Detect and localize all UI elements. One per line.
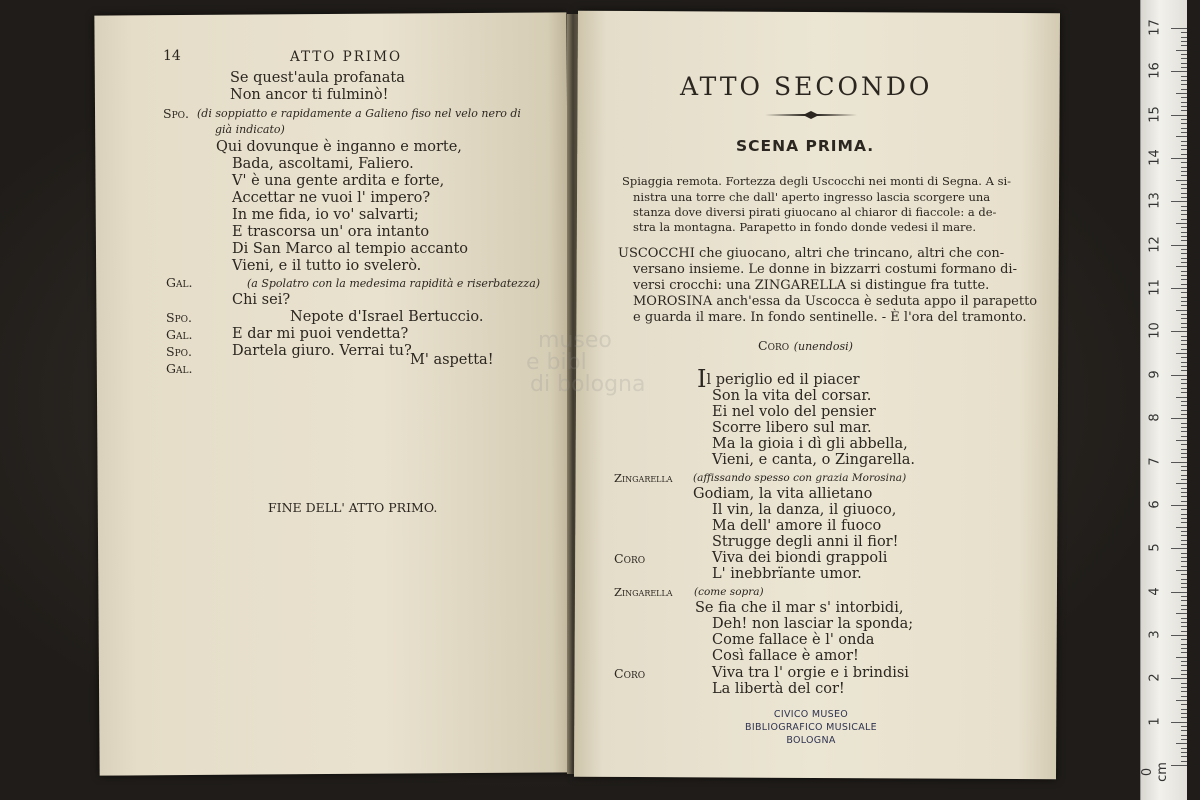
verse-line: Son la vita del corsar. bbox=[712, 388, 872, 404]
ruler-tick bbox=[1176, 700, 1187, 701]
ruler-tick bbox=[1181, 453, 1187, 454]
ruler-tick bbox=[1181, 436, 1187, 437]
ruler-label: 16 bbox=[1147, 62, 1163, 80]
ruler-label: 13 bbox=[1147, 192, 1163, 210]
ruler-tick bbox=[1171, 592, 1187, 593]
ruler-tick bbox=[1181, 414, 1187, 415]
ruler-tick bbox=[1171, 462, 1187, 463]
ruler-tick bbox=[1181, 175, 1187, 176]
ruler-label: 11 bbox=[1147, 279, 1163, 296]
ruler-label: 8 bbox=[1147, 413, 1163, 422]
ruler-tick bbox=[1181, 110, 1187, 111]
ruler-tick bbox=[1171, 288, 1187, 289]
ruler-label: 2 bbox=[1147, 673, 1163, 682]
ruler-tick bbox=[1181, 210, 1187, 211]
ruler-label: 7 bbox=[1147, 456, 1163, 466]
ruler-label: 0 cm bbox=[1140, 762, 1170, 782]
ruler-tick bbox=[1176, 613, 1187, 614]
chorus-heading bbox=[758, 338, 853, 355]
verse-line: Così fallace è amor! bbox=[712, 648, 859, 664]
ruler-tick bbox=[1171, 678, 1187, 679]
action-line: e guarda il mare. In fondo sentinelle. - È l'ora del tramonto. bbox=[633, 310, 1027, 325]
ruler-tick bbox=[1181, 683, 1187, 684]
verse-line: V' è una gente ardita e forte, bbox=[232, 173, 445, 189]
ruler-tick bbox=[1181, 301, 1187, 302]
ruler-tick bbox=[1181, 726, 1187, 727]
ruler-label: 10 bbox=[1147, 322, 1163, 340]
running-head: ATTO PRIMO bbox=[290, 49, 403, 65]
ruler-tick bbox=[1181, 132, 1187, 133]
action-line: MOROSINA anch'essa da Uscocca è seduta appo il parapetto bbox=[633, 294, 1038, 309]
ruler-tick bbox=[1176, 483, 1187, 484]
watermark: museo e bibl di bologna bbox=[526, 328, 646, 397]
ruler-tick bbox=[1181, 479, 1187, 480]
ruler-tick bbox=[1181, 752, 1187, 753]
ruler-tick bbox=[1181, 449, 1187, 450]
ruler-tick bbox=[1181, 357, 1187, 358]
stage-direction: (di soppiatto e rapidamente a Galieno fiso nel velo nero di bbox=[197, 107, 521, 120]
ruler-tick bbox=[1181, 631, 1187, 632]
ruler-tick bbox=[1181, 197, 1187, 198]
ruler-tick bbox=[1171, 201, 1187, 202]
ruler-tick bbox=[1181, 583, 1187, 584]
verse-line: Vieni, e il tutto io svelerò. bbox=[232, 258, 422, 274]
ruler-tick bbox=[1181, 258, 1187, 259]
ruler-tick bbox=[1181, 605, 1187, 606]
ruler-tick bbox=[1181, 206, 1187, 207]
ruler-tick bbox=[1181, 518, 1187, 519]
ruler-label: 1 bbox=[1147, 717, 1163, 726]
verse-line: Accettar ne vuoi l' impero? bbox=[232, 190, 431, 206]
verse-line: Strugge degli anni il fior! bbox=[712, 534, 899, 550]
ruler-tick bbox=[1181, 574, 1187, 575]
verse-line: Viva tra l' orgie e i brindisi bbox=[712, 665, 909, 681]
ruler-tick bbox=[1181, 405, 1187, 406]
ruler-tick bbox=[1181, 58, 1187, 59]
verse-line: La libertà del cor! bbox=[712, 681, 845, 697]
ruler-label: 17 bbox=[1147, 19, 1163, 36]
ruler-tick bbox=[1181, 340, 1187, 341]
verse-line-rest: l periglio ed il piacer bbox=[706, 372, 860, 388]
ruler-tick bbox=[1181, 188, 1187, 189]
ruler-label: 12 bbox=[1147, 235, 1163, 253]
ruler-tick bbox=[1181, 37, 1187, 38]
description-line: nistra una torre che dall' aperto ingresso lascia scorgere una bbox=[633, 190, 991, 204]
ruler-tick bbox=[1171, 635, 1187, 636]
ruler-label: 15 bbox=[1147, 105, 1163, 123]
ruler-tick bbox=[1181, 336, 1187, 337]
ruler-tick bbox=[1176, 397, 1187, 398]
speaker-label: Gal. bbox=[166, 361, 193, 376]
ruler-tick bbox=[1181, 80, 1187, 81]
ruler-tick bbox=[1176, 353, 1187, 354]
ruler-tick bbox=[1181, 557, 1187, 558]
verse-line: Come fallace è l' onda bbox=[712, 632, 875, 648]
ruler-tick bbox=[1181, 236, 1187, 237]
ruler-label: 9 bbox=[1147, 370, 1163, 379]
ruler-tick bbox=[1181, 275, 1187, 276]
verse-line: Nepote d'Israel Bertuccio. bbox=[290, 309, 484, 325]
ruler-tick bbox=[1171, 375, 1187, 376]
verse-line: Deh! non lasciar la sponda; bbox=[712, 616, 914, 632]
ruler-tick bbox=[1176, 440, 1187, 441]
speaker-label: Gal. bbox=[166, 327, 193, 342]
ruler-tick bbox=[1181, 362, 1187, 363]
ruler-tick bbox=[1181, 639, 1187, 640]
ruler-label: 5 bbox=[1147, 543, 1163, 552]
ruler-tick bbox=[1176, 527, 1187, 528]
ruler-tick bbox=[1181, 297, 1187, 298]
ruler-tick bbox=[1181, 579, 1187, 580]
speaker-label: Coro bbox=[614, 666, 646, 681]
ruler-tick bbox=[1181, 271, 1187, 272]
ruler-tick bbox=[1181, 401, 1187, 402]
ruler-tick bbox=[1181, 193, 1187, 194]
ruler-tick bbox=[1181, 305, 1187, 306]
description-line: stanza dove diversi pirati giuocano al chiaror di fiaccole: a de- bbox=[633, 205, 997, 219]
ruler-tick bbox=[1181, 366, 1187, 367]
ruler-tick bbox=[1181, 748, 1187, 749]
ruler-tick bbox=[1181, 661, 1187, 662]
speaker-label: Coro bbox=[614, 551, 646, 566]
ruler-tick bbox=[1171, 722, 1187, 723]
ruler-tick bbox=[1181, 466, 1187, 467]
stage-direction: già indicato) bbox=[215, 123, 285, 136]
ruler-tick bbox=[1181, 214, 1187, 215]
ruler-tick bbox=[1181, 566, 1187, 567]
ruler-tick bbox=[1181, 488, 1187, 489]
ruler-tick bbox=[1171, 115, 1187, 116]
speaker-label: Spo. bbox=[166, 344, 192, 359]
ruler-tick bbox=[1181, 232, 1187, 233]
ruler-tick bbox=[1181, 587, 1187, 588]
ruler-tick bbox=[1171, 71, 1187, 72]
ruler-tick bbox=[1181, 761, 1187, 762]
ruler-tick bbox=[1181, 323, 1187, 324]
ruler-tick bbox=[1181, 501, 1187, 502]
ruler-tick bbox=[1181, 141, 1187, 142]
verse-line: Bada, ascoltami, Faliero. bbox=[232, 156, 414, 172]
act-title: ATTO SECONDO bbox=[680, 72, 933, 101]
verse-line: Dartela giuro. Verrai tu? bbox=[232, 343, 412, 359]
description-line: Spiaggia remota. Fortezza degli Uscocchi nei monti di Segna. A si- bbox=[622, 174, 1012, 188]
ruler-tick bbox=[1181, 145, 1187, 146]
ruler-tick bbox=[1181, 370, 1187, 371]
ruler-tick bbox=[1181, 89, 1187, 90]
ruler-tick bbox=[1181, 496, 1187, 497]
ruler-tick bbox=[1181, 644, 1187, 645]
ruler-tick bbox=[1181, 431, 1187, 432]
ruler-tick bbox=[1171, 158, 1187, 159]
page-number: 14 bbox=[163, 48, 181, 64]
ruler-tick bbox=[1181, 713, 1187, 714]
ruler-tick bbox=[1181, 45, 1187, 46]
ruler-tick bbox=[1181, 392, 1187, 393]
ruler-tick bbox=[1181, 622, 1187, 623]
chorus-label: Coro bbox=[758, 338, 790, 353]
ruler-tick bbox=[1181, 618, 1187, 619]
ruler-tick bbox=[1181, 561, 1187, 562]
ruler-tick bbox=[1181, 167, 1187, 168]
ruler-label: 3 bbox=[1147, 630, 1163, 639]
ruler-tick bbox=[1181, 626, 1187, 627]
ruler-tick bbox=[1171, 28, 1187, 29]
verse-line: Di San Marco al tempio accanto bbox=[232, 241, 469, 257]
ruler-tick bbox=[1181, 535, 1187, 536]
ruler-tick bbox=[1181, 709, 1187, 710]
verse-line: Chi sei? bbox=[232, 292, 291, 308]
verse-line: Ma dell' amore il fuoco bbox=[712, 518, 882, 534]
ruler-tick bbox=[1181, 154, 1187, 155]
verse-line: In me fida, io vo' salvarti; bbox=[232, 207, 419, 223]
ruler-tick bbox=[1181, 470, 1187, 471]
verse-line: E dar mi puoi vendetta? bbox=[232, 326, 409, 342]
speaker-label: Spo. bbox=[166, 310, 192, 325]
ruler-tick bbox=[1171, 548, 1187, 549]
ruler-tick bbox=[1181, 388, 1187, 389]
library-stamp: CIVICO MUSEO BIBLIOGRAFICO MUSICALE BOLOGNA bbox=[745, 709, 877, 746]
ruler-tick bbox=[1181, 596, 1187, 597]
ruler-tick bbox=[1171, 331, 1187, 332]
ruler-tick bbox=[1181, 383, 1187, 384]
ruler-tick bbox=[1181, 730, 1187, 731]
ruler-tick bbox=[1181, 227, 1187, 228]
verse-line: Godiam, la vita allietano bbox=[693, 486, 873, 502]
act-end-label: FINE DELL' ATTO PRIMO. bbox=[268, 500, 438, 515]
ruler-tick bbox=[1181, 379, 1187, 380]
ruler-tick bbox=[1181, 84, 1187, 85]
verse-line: Se fia che il mar s' intorbidi, bbox=[695, 600, 904, 616]
ruler-tick bbox=[1176, 223, 1187, 224]
ruler-tick bbox=[1176, 657, 1187, 658]
speaker-label: Spo. bbox=[163, 106, 189, 121]
ruler-tick bbox=[1181, 674, 1187, 675]
ruler-tick bbox=[1181, 314, 1187, 315]
ruler-tick bbox=[1181, 171, 1187, 172]
ruler-tick bbox=[1181, 696, 1187, 697]
ruler-tick bbox=[1181, 240, 1187, 241]
ruler-tick bbox=[1181, 423, 1187, 424]
ruler-tick bbox=[1181, 665, 1187, 666]
ruler-tick bbox=[1181, 739, 1187, 740]
ruler-tick bbox=[1181, 427, 1187, 428]
verse-line: Ma la gioia i dì gli abbella, bbox=[712, 436, 908, 452]
ruler-label: 4 bbox=[1147, 586, 1163, 596]
speaker-label: Zingarella bbox=[614, 471, 673, 485]
speaker-label: Zingarella bbox=[614, 585, 673, 599]
ruler-tick bbox=[1181, 756, 1187, 757]
ruler-tick bbox=[1171, 418, 1187, 419]
ruler-tick bbox=[1181, 279, 1187, 280]
ruler-tick bbox=[1181, 670, 1187, 671]
ruler-tick bbox=[1181, 102, 1187, 103]
ruler-label: 14 bbox=[1147, 149, 1163, 166]
verse-line: E trascorsa un' ora intanto bbox=[232, 224, 430, 240]
ruler-tick bbox=[1181, 609, 1187, 610]
verse-line: Viva dei biondi grappoli bbox=[712, 550, 888, 566]
verse-line: Qui dovunque è inganno e morte, bbox=[216, 139, 462, 155]
ruler-tick bbox=[1171, 245, 1187, 246]
stage-direction: (a Spolatro con la medesima rapidità e riserbatezza) bbox=[247, 277, 541, 290]
ruler-tick bbox=[1181, 704, 1187, 705]
ruler-tick bbox=[1181, 162, 1187, 163]
ruler-tick bbox=[1181, 509, 1187, 510]
verse-line: Scorre libero sul mar. bbox=[712, 420, 872, 436]
verse-line: Se quest'aula profanata bbox=[230, 70, 405, 86]
stage-direction: (affissando spesso con grazia Morosina) bbox=[693, 472, 907, 484]
ruler-tick bbox=[1181, 735, 1187, 736]
ornament-rule bbox=[765, 111, 857, 119]
ruler-tick bbox=[1181, 292, 1187, 293]
ruler-tick bbox=[1181, 691, 1187, 692]
ruler-tick bbox=[1181, 600, 1187, 601]
ruler-tick bbox=[1176, 310, 1187, 311]
ruler-tick bbox=[1181, 544, 1187, 545]
ruler-tick bbox=[1181, 123, 1187, 124]
ruler-tick bbox=[1181, 531, 1187, 532]
action-line: USCOCCHI che giuocano, altri che trincano, altri che con- bbox=[618, 246, 1005, 261]
description-line: stra la montagna. Parapetto in fondo donde vedesi il mare. bbox=[633, 220, 977, 234]
stage-direction: (come sopra) bbox=[694, 586, 764, 598]
ruler-tick bbox=[1181, 41, 1187, 42]
ruler-tick bbox=[1181, 284, 1187, 285]
ruler-tick bbox=[1176, 180, 1187, 181]
ruler-tick bbox=[1181, 522, 1187, 523]
ruler-tick bbox=[1181, 444, 1187, 445]
ruler-tick bbox=[1176, 743, 1187, 744]
ruler-tick bbox=[1171, 505, 1187, 506]
ruler-tick bbox=[1171, 765, 1187, 766]
verse-line: Ei nel volo del pensier bbox=[712, 404, 876, 420]
ruler-tick bbox=[1181, 349, 1187, 350]
verse-line: Il periglio ed il piacer bbox=[697, 365, 860, 393]
ruler-tick bbox=[1181, 249, 1187, 250]
ruler-tick bbox=[1181, 63, 1187, 64]
ruler-tick bbox=[1181, 106, 1187, 107]
ruler-label: 6 bbox=[1147, 500, 1163, 509]
ruler-tick bbox=[1181, 32, 1187, 33]
ruler-tick bbox=[1181, 492, 1187, 493]
stage-direction: (unendosi) bbox=[793, 340, 853, 353]
action-line: versi crocchi: una ZINGARELLA si distingue fra tutte. bbox=[633, 278, 990, 293]
ruler-tick bbox=[1176, 266, 1187, 267]
ruler-tick bbox=[1181, 262, 1187, 263]
ruler-tick bbox=[1181, 457, 1187, 458]
ruler-tick bbox=[1181, 410, 1187, 411]
ruler-tick bbox=[1176, 570, 1187, 571]
measuring-ruler bbox=[1140, 0, 1187, 800]
ruler-tick bbox=[1181, 648, 1187, 649]
verse-line: L' inebbrïante umor. bbox=[712, 566, 862, 582]
ruler-tick bbox=[1181, 76, 1187, 77]
verse-line: Il vin, la danza, il giuoco, bbox=[712, 502, 897, 518]
scene-title: SCENA PRIMA. bbox=[736, 137, 875, 155]
ruler-tick bbox=[1181, 184, 1187, 185]
ruler-tick bbox=[1176, 136, 1187, 137]
verse-line: Non ancor ti fulminò! bbox=[230, 87, 389, 103]
ruler-tick bbox=[1181, 540, 1187, 541]
ruler-tick bbox=[1181, 553, 1187, 554]
speaker-label: Gal. bbox=[166, 275, 193, 290]
ruler-tick bbox=[1181, 475, 1187, 476]
ruler-tick bbox=[1181, 149, 1187, 150]
ruler-tick bbox=[1181, 327, 1187, 328]
ruler-tick bbox=[1181, 652, 1187, 653]
ruler-tick bbox=[1181, 344, 1187, 345]
ruler-tick bbox=[1181, 687, 1187, 688]
action-line: versano insieme. Le donne in bizzarri costumi formano di- bbox=[633, 262, 1017, 277]
ruler-tick bbox=[1181, 67, 1187, 68]
ruler-tick bbox=[1181, 717, 1187, 718]
verse-line: Vieni, e canta, o Zingarella. bbox=[712, 452, 915, 468]
ruler-tick bbox=[1176, 93, 1187, 94]
ruler-tick bbox=[1181, 54, 1187, 55]
ruler-tick bbox=[1181, 219, 1187, 220]
ruler-tick bbox=[1181, 119, 1187, 120]
ruler-tick bbox=[1176, 50, 1187, 51]
ruler-tick bbox=[1181, 128, 1187, 129]
ruler-tick bbox=[1181, 97, 1187, 98]
ruler-tick bbox=[1181, 318, 1187, 319]
ruler-tick bbox=[1181, 253, 1187, 254]
ruler-tick bbox=[1181, 514, 1187, 515]
verse-line: M' aspetta! bbox=[410, 352, 494, 368]
